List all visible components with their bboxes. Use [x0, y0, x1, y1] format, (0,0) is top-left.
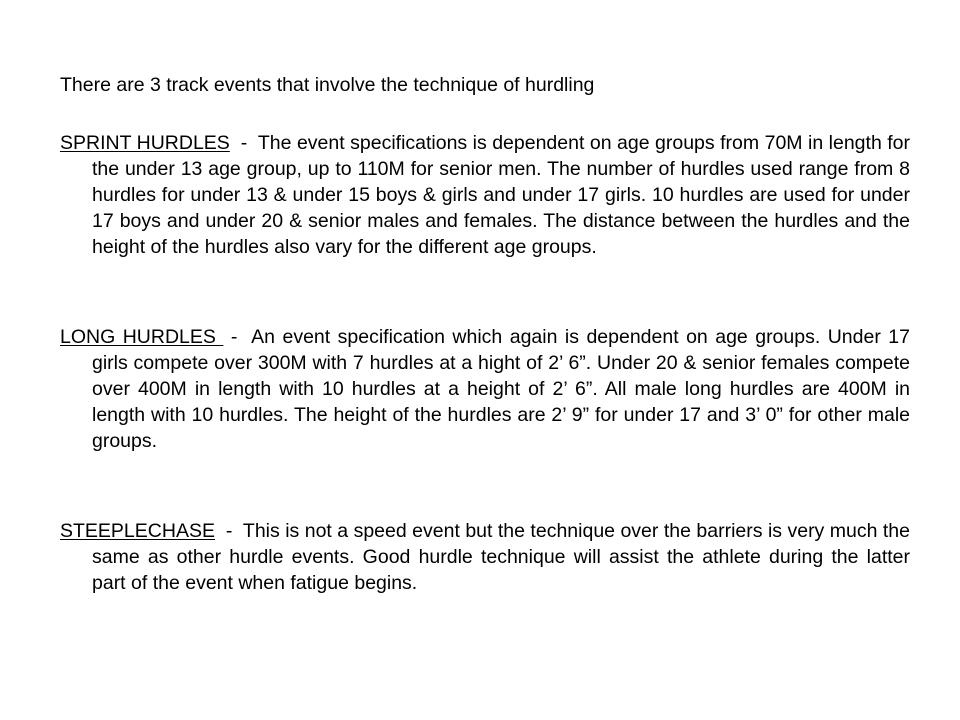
long-hurdles-term: LONG HURDLES [60, 326, 224, 348]
sprint-hurdles-description: The event specifications is dependent on age groups from 70M in length for the under 13 age group, up to 110M for senior men. The number of hurdles used range from 8 hurdles for under 13 & under 15 boys & girls and under 17 girls. 10 hurdles are used for under 17 boys and under 20 & senior males and females. The distance between the hurdles and the height of the hurdles also vary for the different age groups. [92, 132, 911, 258]
steeplechase-paragraph [60, 518, 910, 596]
sprint-hurdles-separator: - [229, 132, 258, 154]
intro-text: There are 3 track events that involve the technique of hurdling [60, 74, 595, 96]
steeplechase-term: STEEPLECHASE [60, 520, 215, 542]
sprint-hurdles-term: SPRINT HURDLES [60, 132, 230, 154]
long-hurdles-separator: - [223, 326, 252, 348]
long-hurdles-description: An event specification which again is dependent on age groups. Under 17 girls compete over 300M with 7 hurdles at a hight of 2’ 6”. Under 20 & senior females compete over 400M in length with 10 hurdles at a height of 2’ 6”. All male long hurdles are 400M in length with 10 hurdles. The height of the hurdles are 2’ 9” for under 17 and 3’ 0” for other male groups. [92, 326, 910, 452]
steeplechase-separator: - [214, 520, 243, 542]
long-hurdles-paragraph [60, 324, 910, 454]
sprint-hurdles-paragraph [60, 130, 910, 260]
steeplechase-description: This is not a speed event but the technique over the barriers is very much the same as other hurdle events. Good hurdle technique will assist the athlete during the latter part of the event when fatigue begins. [92, 520, 910, 594]
